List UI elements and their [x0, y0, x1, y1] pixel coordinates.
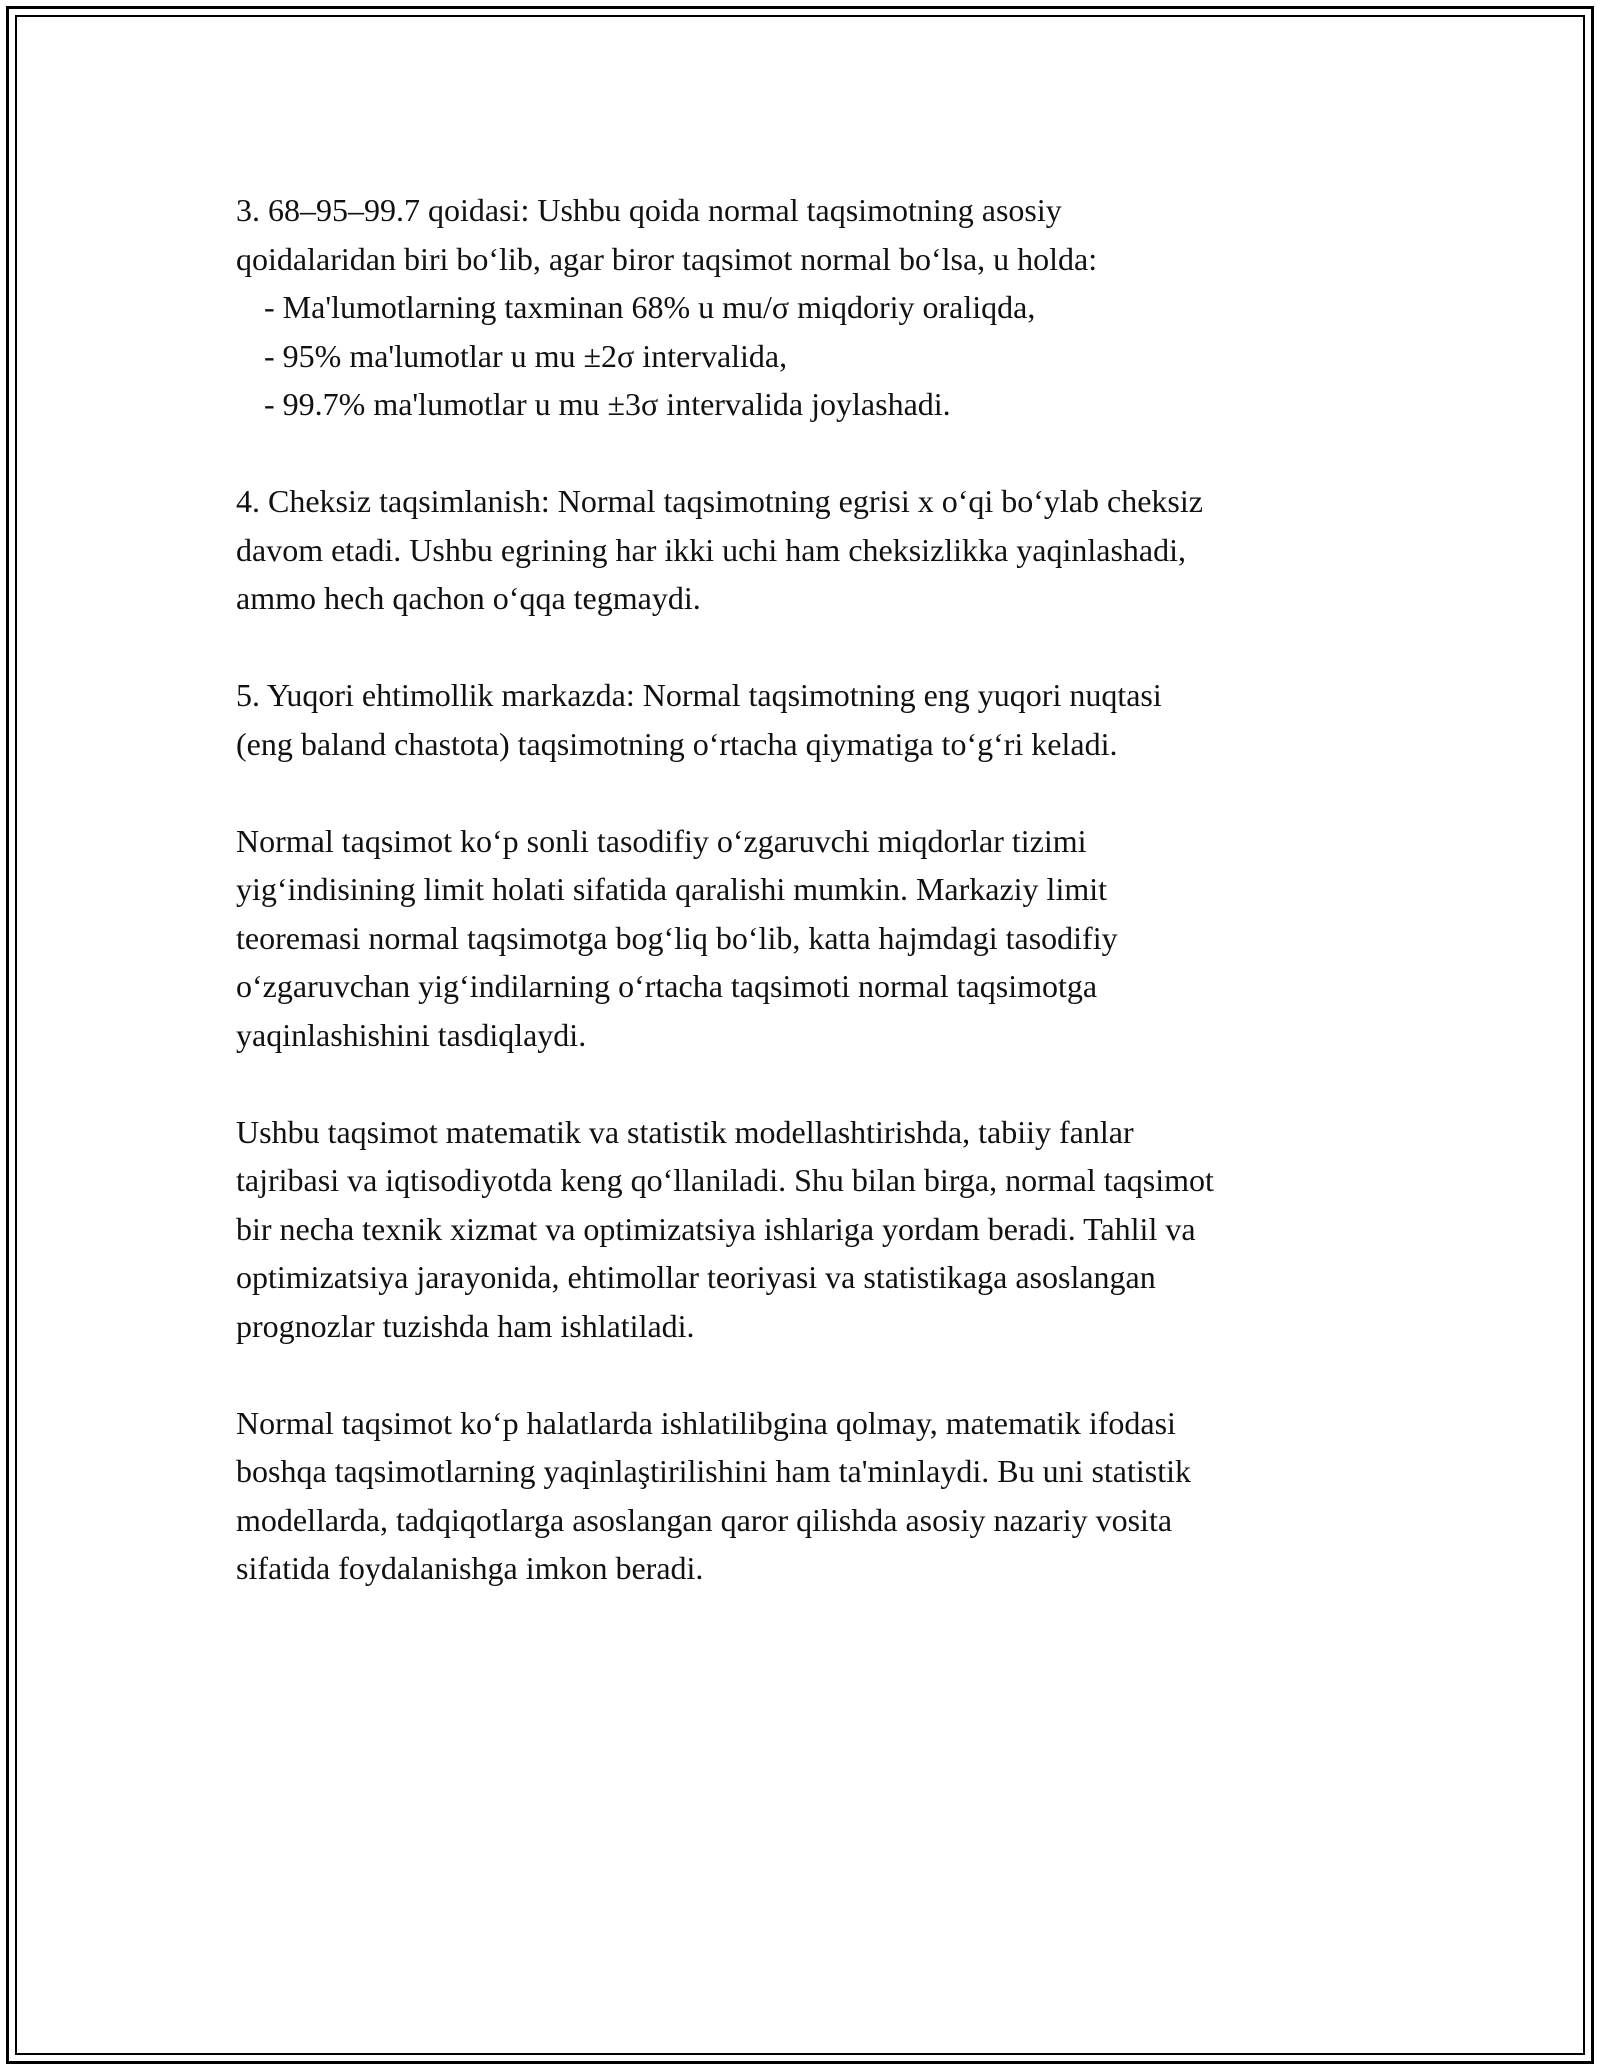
paragraph-peak-at-center [236, 671, 1376, 768]
text-line: tajribasi va iqtisodiyotda keng qo‘llaniladi. Shu bilan birga, normal taqsimot [236, 1162, 1214, 1198]
paragraph-rule-68-95-99 [236, 186, 1376, 429]
text-line: sifatida foydalanishga imkon beradi. [236, 1550, 704, 1586]
text-line: 5. Yuqori ehtimollik markazda: Normal taqsimotning eng yuqori nuqtasi [236, 677, 1162, 713]
text-line: yig‘indisining limit holati sifatida qaralishi mumkin. Markaziy limit [236, 871, 1107, 907]
text-line: modellarda, tadqiqotlarga asoslangan qaror qilishda asosiy nazariy vosita [236, 1501, 1173, 1538]
text-line: (eng baland chastota) taqsimotning o‘rtacha qiymatiga to‘g‘ri keladi. [236, 725, 1118, 762]
list-item: - 95% ma'lumotlar u mu ±2σ intervalida, [264, 337, 788, 374]
text-line: yaqinlashishini tasdiqlaydi. [236, 1016, 587, 1053]
text-line: optimizatsiya jarayonida, ehtimollar teoriyasi va statistikaga asoslangan [236, 1259, 1156, 1295]
text-line: boshqa taqsimotlarning yaqinlaştirilishini ham ta'minlaydi. Bu uni statistik [236, 1453, 1192, 1489]
text-line: ammo hech qachon o‘qqa tegmaydi. [236, 580, 701, 616]
text-line: o‘zgaruvchan yig‘indilarning o‘rtacha taqsimoti normal taqsimotga [236, 968, 1098, 1004]
text-line: bir necha texnik xizmat va optimizatsiya ishlariga yordam beradi. Tahlil va [236, 1210, 1196, 1247]
text-line: Ushbu taqsimot matematik va statistik modellashtirishda, tabiiy fanlar [236, 1113, 1134, 1150]
text-line: prognozlar tuzishda ham ishlatiladi. [236, 1307, 695, 1344]
text-line: 4. Cheksiz taqsimlanish: Normal taqsimotning egrisi x o‘qi bo‘ylab cheksiz [236, 483, 1203, 519]
list-item: - Ma'lumotlarning taxminan 68% u mu/σ miqdoriy oraliqda, [264, 289, 1036, 325]
text-line: davom etadi. Ushbu egrining har ikki uchi ham cheksizlikka yaqinlashadi, [236, 531, 1186, 568]
paragraph-applications [236, 1108, 1376, 1351]
text-line: teoremasi normal taqsimotga bog‘liq bo‘lib, katta hajmdagi tasodifiy [236, 919, 1118, 956]
text-line: 3. 68–95–99.7 qoidasi: Ushbu qoida normal taqsimotning asosiy [236, 192, 1062, 228]
text-line: Normal taqsimot ko‘p halatlarda ishlatilibgina qolmay, matematik ifodasi [236, 1404, 1176, 1441]
document-body [236, 186, 1376, 1593]
paragraph-central-limit [236, 817, 1376, 1060]
paragraph-infinite-distribution [236, 477, 1376, 623]
paragraph-theoretical-tool [236, 1399, 1376, 1593]
text-line: Normal taqsimot ko‘p sonli tasodifiy o‘zgaruvchi miqdorlar tizimi [236, 822, 1087, 859]
list-item: - 99.7% ma'lumotlar u mu ±3σ intervalida joylashadi. [264, 386, 951, 422]
text-line: qoidalaridan biri bo‘lib, agar biror taqsimot normal bo‘lsa, u holda: [236, 240, 1098, 277]
